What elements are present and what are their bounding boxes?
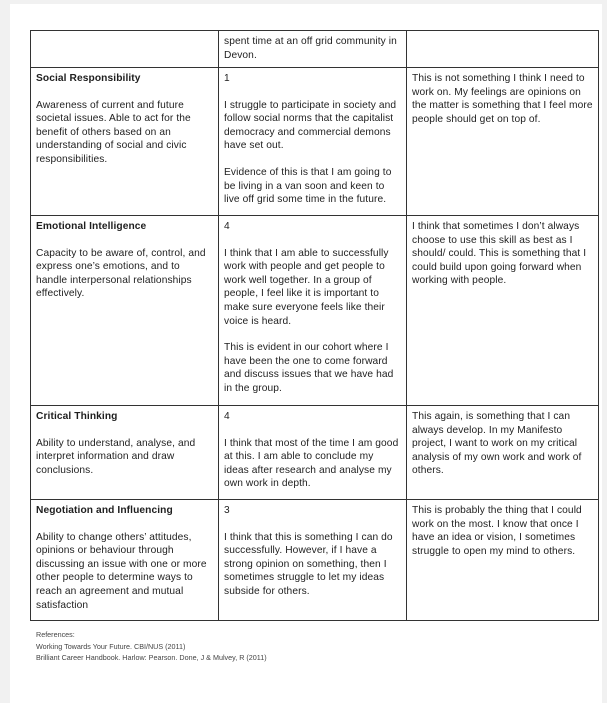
reflection-cell [407,31,599,68]
evidence-text: I think that I am able to successfully work with people and get people to work well together. In a group of people, I feel like it is important to make sure everyone feels like their voice is heard. [224,247,389,327]
table-row [31,31,599,68]
skill-title: Negotiation and Influencing [36,505,173,516]
skill-rating: 1 [224,73,230,84]
skill-title: Social Responsibility [36,73,141,84]
reflection-text: This is not something I think I need to work on. My feelings are opinions on the matter is something that I feel more people should get on top of. [412,73,593,125]
references-heading: References: [36,630,75,639]
skill-cell [31,31,219,68]
skill-rating: 4 [224,221,230,232]
evidence-text: I struggle to participate in society and follow social norms that the capitalist democracy and commercial demons have set out. [224,99,397,152]
evidence-text: spent time at an off grid community in Devon. [224,36,397,61]
table-row [31,216,599,406]
reflection-text: This again, is something that I can always develop. In my Manifesto project, I want to work on my critical analysis of my own work and work of others. [412,411,582,477]
reflection-cell [407,68,599,216]
reference-item: Brilliant Career Handbook. Harlow: Pearson. Done, J & Mulvey, R (2011) [36,653,267,662]
reference-item: Working Towards Your Future. CBI/NUS (2011) [36,641,186,651]
skill-cell [31,500,219,621]
reflection-cell [407,500,599,621]
evidence-text: Evidence of this is that I am going to be living in a van soon and keen to live off grid some time in the future. [224,166,392,206]
skill-rating: 3 [224,505,230,516]
table-row [31,406,599,500]
table-row [31,68,599,216]
reflection-cell [407,406,599,500]
evidence-text: This is evident in our cohort where I have been the one to come forward and discuss issues that we have had in the group. [224,342,394,394]
table-row [31,500,599,621]
skill-cell [31,216,219,406]
reflection-cell [407,216,599,406]
evidence-cell [219,216,407,406]
skills-assessment-table [30,30,599,621]
skill-title: Critical Thinking [36,411,118,422]
references-section [36,629,267,664]
skill-description: Awareness of current and future societal issues. Able to act for the benefit of others based on an understanding of social and civic responsibilities. [36,99,191,165]
skill-rating: 4 [224,411,230,422]
evidence-cell [219,31,407,68]
skill-title: Emotional Intelligence [36,221,147,232]
evidence-cell [219,406,407,500]
document-page [10,4,602,703]
skill-description: Ability to change others’ attitudes, opinions or behaviour through discussing an issue with one or more other people to determine ways to reach an agreement and mutual satisfaction [36,531,207,611]
evidence-text: I think that this is something I can do successfully. However, if I have a strong opinion on something, then I sometimes struggle to let my ideas subside for others. [224,531,393,597]
skill-description: Ability to understand, analyse, and interpret information and draw conclusions. [36,437,196,476]
evidence-cell [219,68,407,216]
skill-cell [31,406,219,500]
evidence-cell [219,500,407,621]
reflection-text: This is probably the thing that I could work on the most. I know that once I have an idea or vision, I sometimes struggle to open my mind to others. [412,505,582,557]
reflection-text: I think that sometimes I don’t always choose to use this skill as best as I should/ could. This is something that I could build upon going forward when working with people. [412,221,587,287]
evidence-text: I think that most of the time I am good at this. I am able to conclude my ideas after research and analyse my own work in depth. [224,437,399,490]
skill-cell [31,68,219,216]
skill-description: Capacity to be aware of, control, and express one’s emotions, and to handle interpersonal relationships effectively. [36,247,206,300]
